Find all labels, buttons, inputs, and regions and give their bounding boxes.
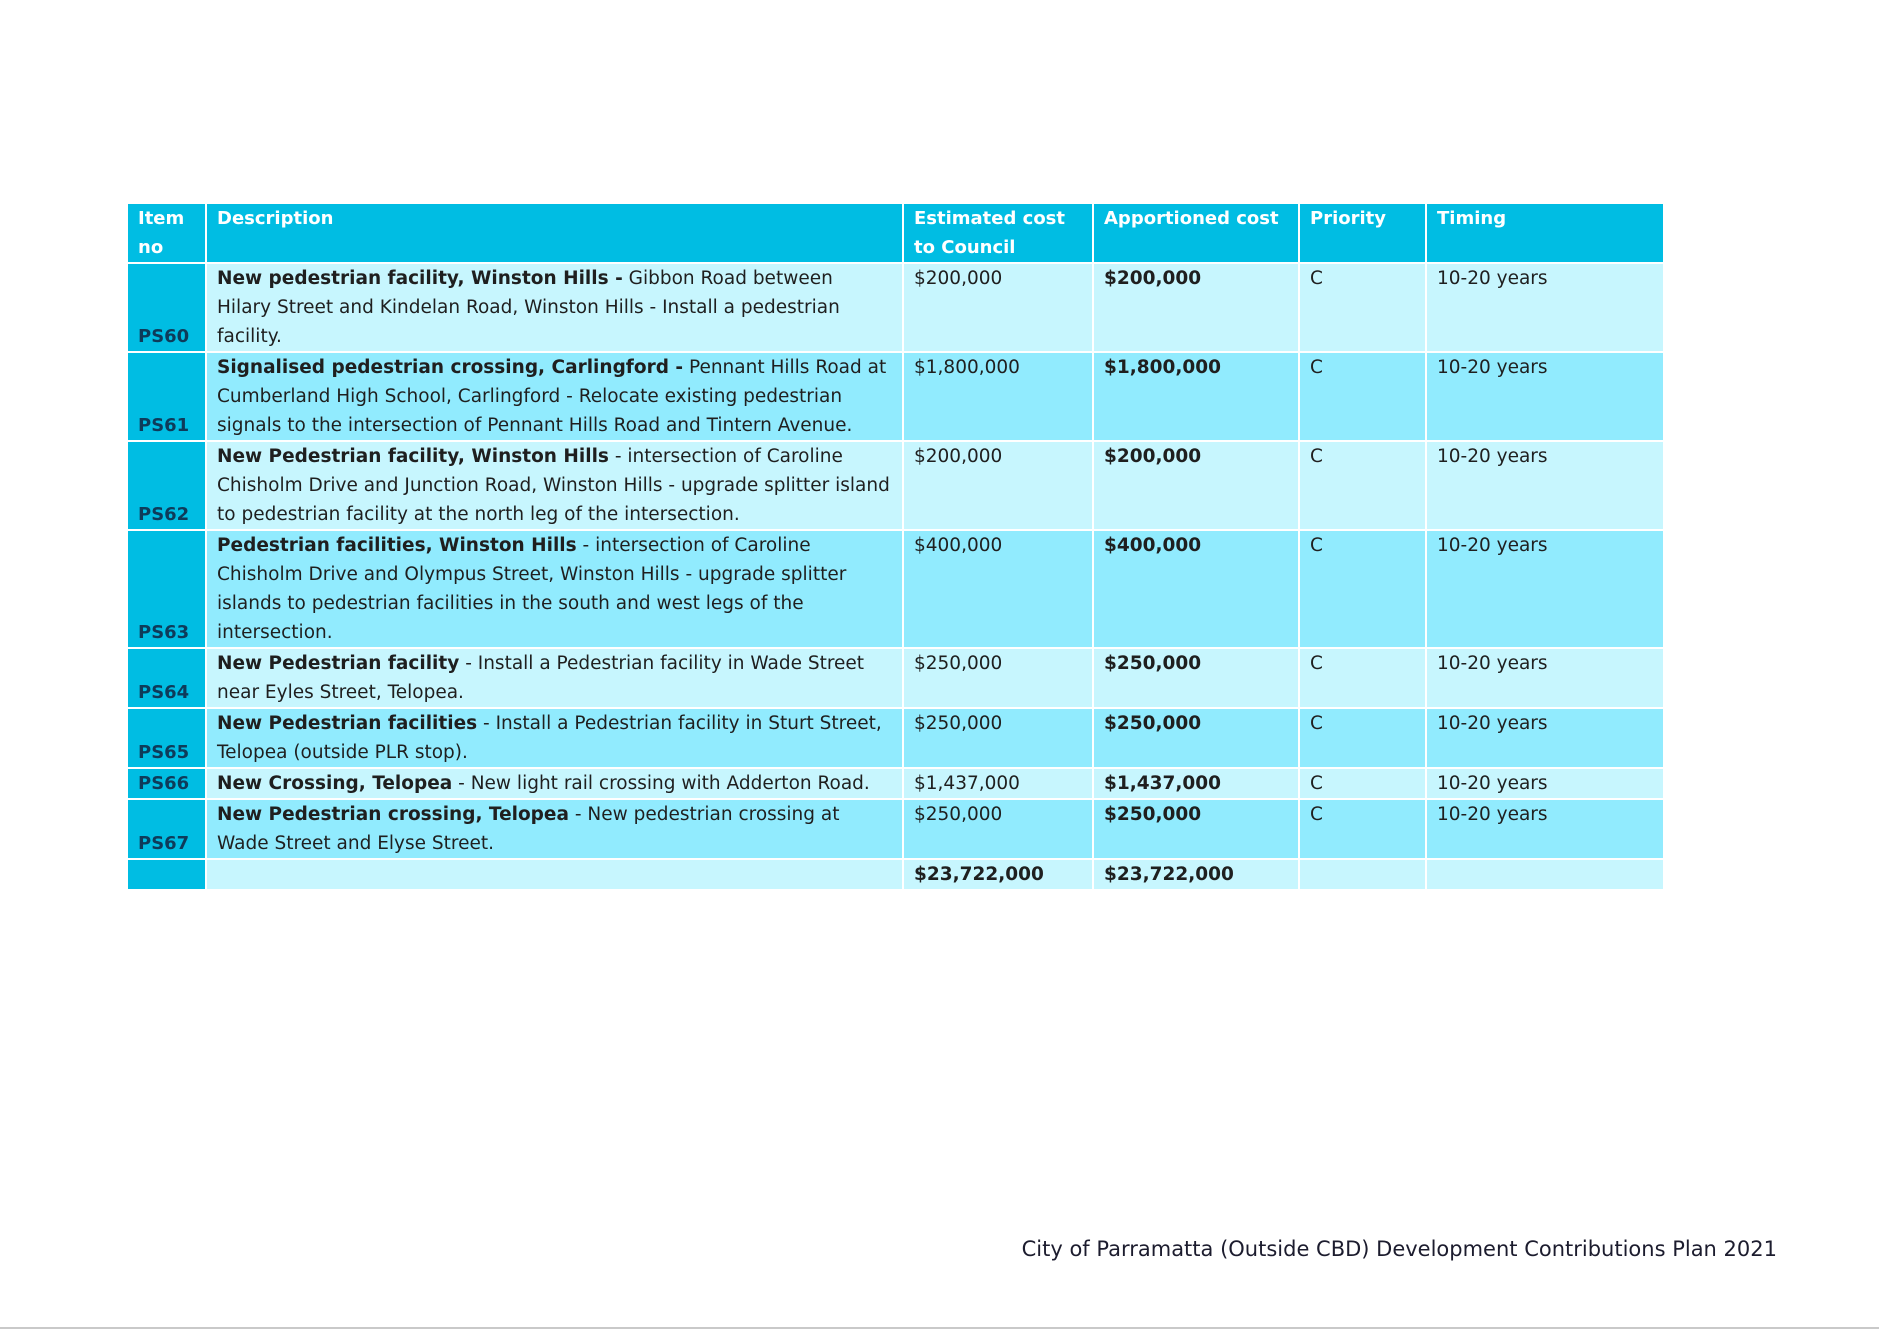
table-row — [128, 649, 1665, 709]
total-item-cell — [128, 860, 207, 891]
priority: C — [1300, 649, 1427, 709]
description-title: New Pedestrian facility — [217, 653, 460, 674]
total-apportioned-cost: $23,722,000 — [1094, 860, 1300, 891]
description-detail: - intersection of Caroline Chisholm Drive and Olympus Street, Winston Hills - upgrade splitter islands to pedestrian facilities in the south and west legs of the intersection. — [217, 535, 847, 643]
estimated-cost: $200,000 — [904, 442, 1094, 531]
item-number: PS64 — [128, 649, 207, 709]
timing: 10-20 years — [1427, 531, 1665, 649]
table-row — [128, 800, 1665, 860]
table-header-row — [128, 204, 1665, 264]
description-title: Signalised pedestrian crossing, Carlingford - — [217, 357, 684, 378]
timing: 10-20 years — [1427, 709, 1665, 769]
timing: 10-20 years — [1427, 769, 1665, 800]
header-estimated-cost: Estimated cost to Council — [904, 204, 1094, 264]
item-number: PS66 — [128, 769, 207, 800]
priority: C — [1300, 800, 1427, 860]
item-number: PS60 — [128, 264, 207, 353]
total-description-cell — [207, 860, 904, 891]
header-apportioned-cost: Apportioned cost — [1094, 204, 1300, 264]
timing: 10-20 years — [1427, 649, 1665, 709]
table-row — [128, 264, 1665, 353]
item-number: PS65 — [128, 709, 207, 769]
header-item-no: Item no — [128, 204, 207, 264]
table-total-row — [128, 860, 1665, 891]
description-detail: - intersection of Caroline Chisholm Drive and Junction Road, Winston Hills - upgrade splitter island to pedestrian facility at the north leg of the intersection. — [217, 446, 890, 525]
description-detail: - New light rail crossing with Adderton Road. — [452, 773, 870, 794]
table-row — [128, 353, 1665, 442]
apportioned-cost: $1,800,000 — [1094, 353, 1300, 442]
item-number: PS62 — [128, 442, 207, 531]
apportioned-cost: $250,000 — [1094, 649, 1300, 709]
description-title: New Pedestrian crossing, Telopea — [217, 804, 569, 825]
priority: C — [1300, 709, 1427, 769]
description-detail: Pennant Hills Road at Cumberland High School, Carlingford - Relocate existing pedestrian signals to the intersection of Pennant Hills Road and Tintern Avenue. — [217, 357, 887, 436]
description-title: New Pedestrian facility, Winston Hills — [217, 446, 609, 467]
priority: C — [1300, 531, 1427, 649]
item-description — [207, 531, 904, 649]
apportioned-cost: $1,437,000 — [1094, 769, 1300, 800]
header-timing: Timing — [1427, 204, 1665, 264]
estimated-cost: $400,000 — [904, 531, 1094, 649]
estimated-cost: $250,000 — [904, 709, 1094, 769]
description-title: New pedestrian facility, Winston Hills - — [217, 268, 623, 289]
apportioned-cost: $250,000 — [1094, 800, 1300, 860]
timing: 10-20 years — [1427, 800, 1665, 860]
estimated-cost: $200,000 — [904, 264, 1094, 353]
infrastructure-works-table — [128, 204, 1665, 891]
table-row — [128, 709, 1665, 769]
apportioned-cost: $250,000 — [1094, 709, 1300, 769]
apportioned-cost: $200,000 — [1094, 442, 1300, 531]
estimated-cost: $1,437,000 — [904, 769, 1094, 800]
estimated-cost: $250,000 — [904, 800, 1094, 860]
priority: C — [1300, 353, 1427, 442]
apportioned-cost: $400,000 — [1094, 531, 1300, 649]
item-description — [207, 442, 904, 531]
item-description — [207, 353, 904, 442]
table-row — [128, 769, 1665, 800]
description-detail: - Install a Pedestrian facility in Wade Street near Eyles Street, Telopea. — [217, 653, 865, 703]
description-title: New Crossing, Telopea — [217, 773, 453, 794]
estimated-cost: $1,800,000 — [904, 353, 1094, 442]
description-detail: - New pedestrian crossing at Wade Street and Elyse Street. — [217, 804, 840, 854]
description-detail: Gibbon Road between Hilary Street and Kindelan Road, Winston Hills - Install a pedestrian facility. — [217, 268, 840, 347]
item-description — [207, 649, 904, 709]
timing: 10-20 years — [1427, 442, 1665, 531]
item-description — [207, 800, 904, 860]
item-number: PS63 — [128, 531, 207, 649]
priority: C — [1300, 264, 1427, 353]
description-title: New Pedestrian facilities — [217, 713, 478, 734]
timing: 10-20 years — [1427, 264, 1665, 353]
total-timing-cell — [1427, 860, 1665, 891]
item-description — [207, 264, 904, 353]
header-priority: Priority — [1300, 204, 1427, 264]
total-priority-cell — [1300, 860, 1427, 891]
table-row — [128, 531, 1665, 649]
description-detail: - Install a Pedestrian facility in Sturt Street, Telopea (outside PLR stop). — [217, 713, 882, 763]
timing: 10-20 years — [1427, 353, 1665, 442]
description-title: Pedestrian facilities, Winston Hills — [217, 535, 577, 556]
table-row — [128, 442, 1665, 531]
document-footer: City of Parramatta (Outside CBD) Development Contributions Plan 2021 — [1021, 1237, 1777, 1261]
total-estimated-cost: $23,722,000 — [904, 860, 1094, 891]
item-number: PS67 — [128, 800, 207, 860]
item-description — [207, 769, 904, 800]
apportioned-cost: $200,000 — [1094, 264, 1300, 353]
item-number: PS61 — [128, 353, 207, 442]
priority: C — [1300, 769, 1427, 800]
header-description: Description — [207, 204, 904, 264]
item-description — [207, 709, 904, 769]
estimated-cost: $250,000 — [904, 649, 1094, 709]
priority: C — [1300, 442, 1427, 531]
